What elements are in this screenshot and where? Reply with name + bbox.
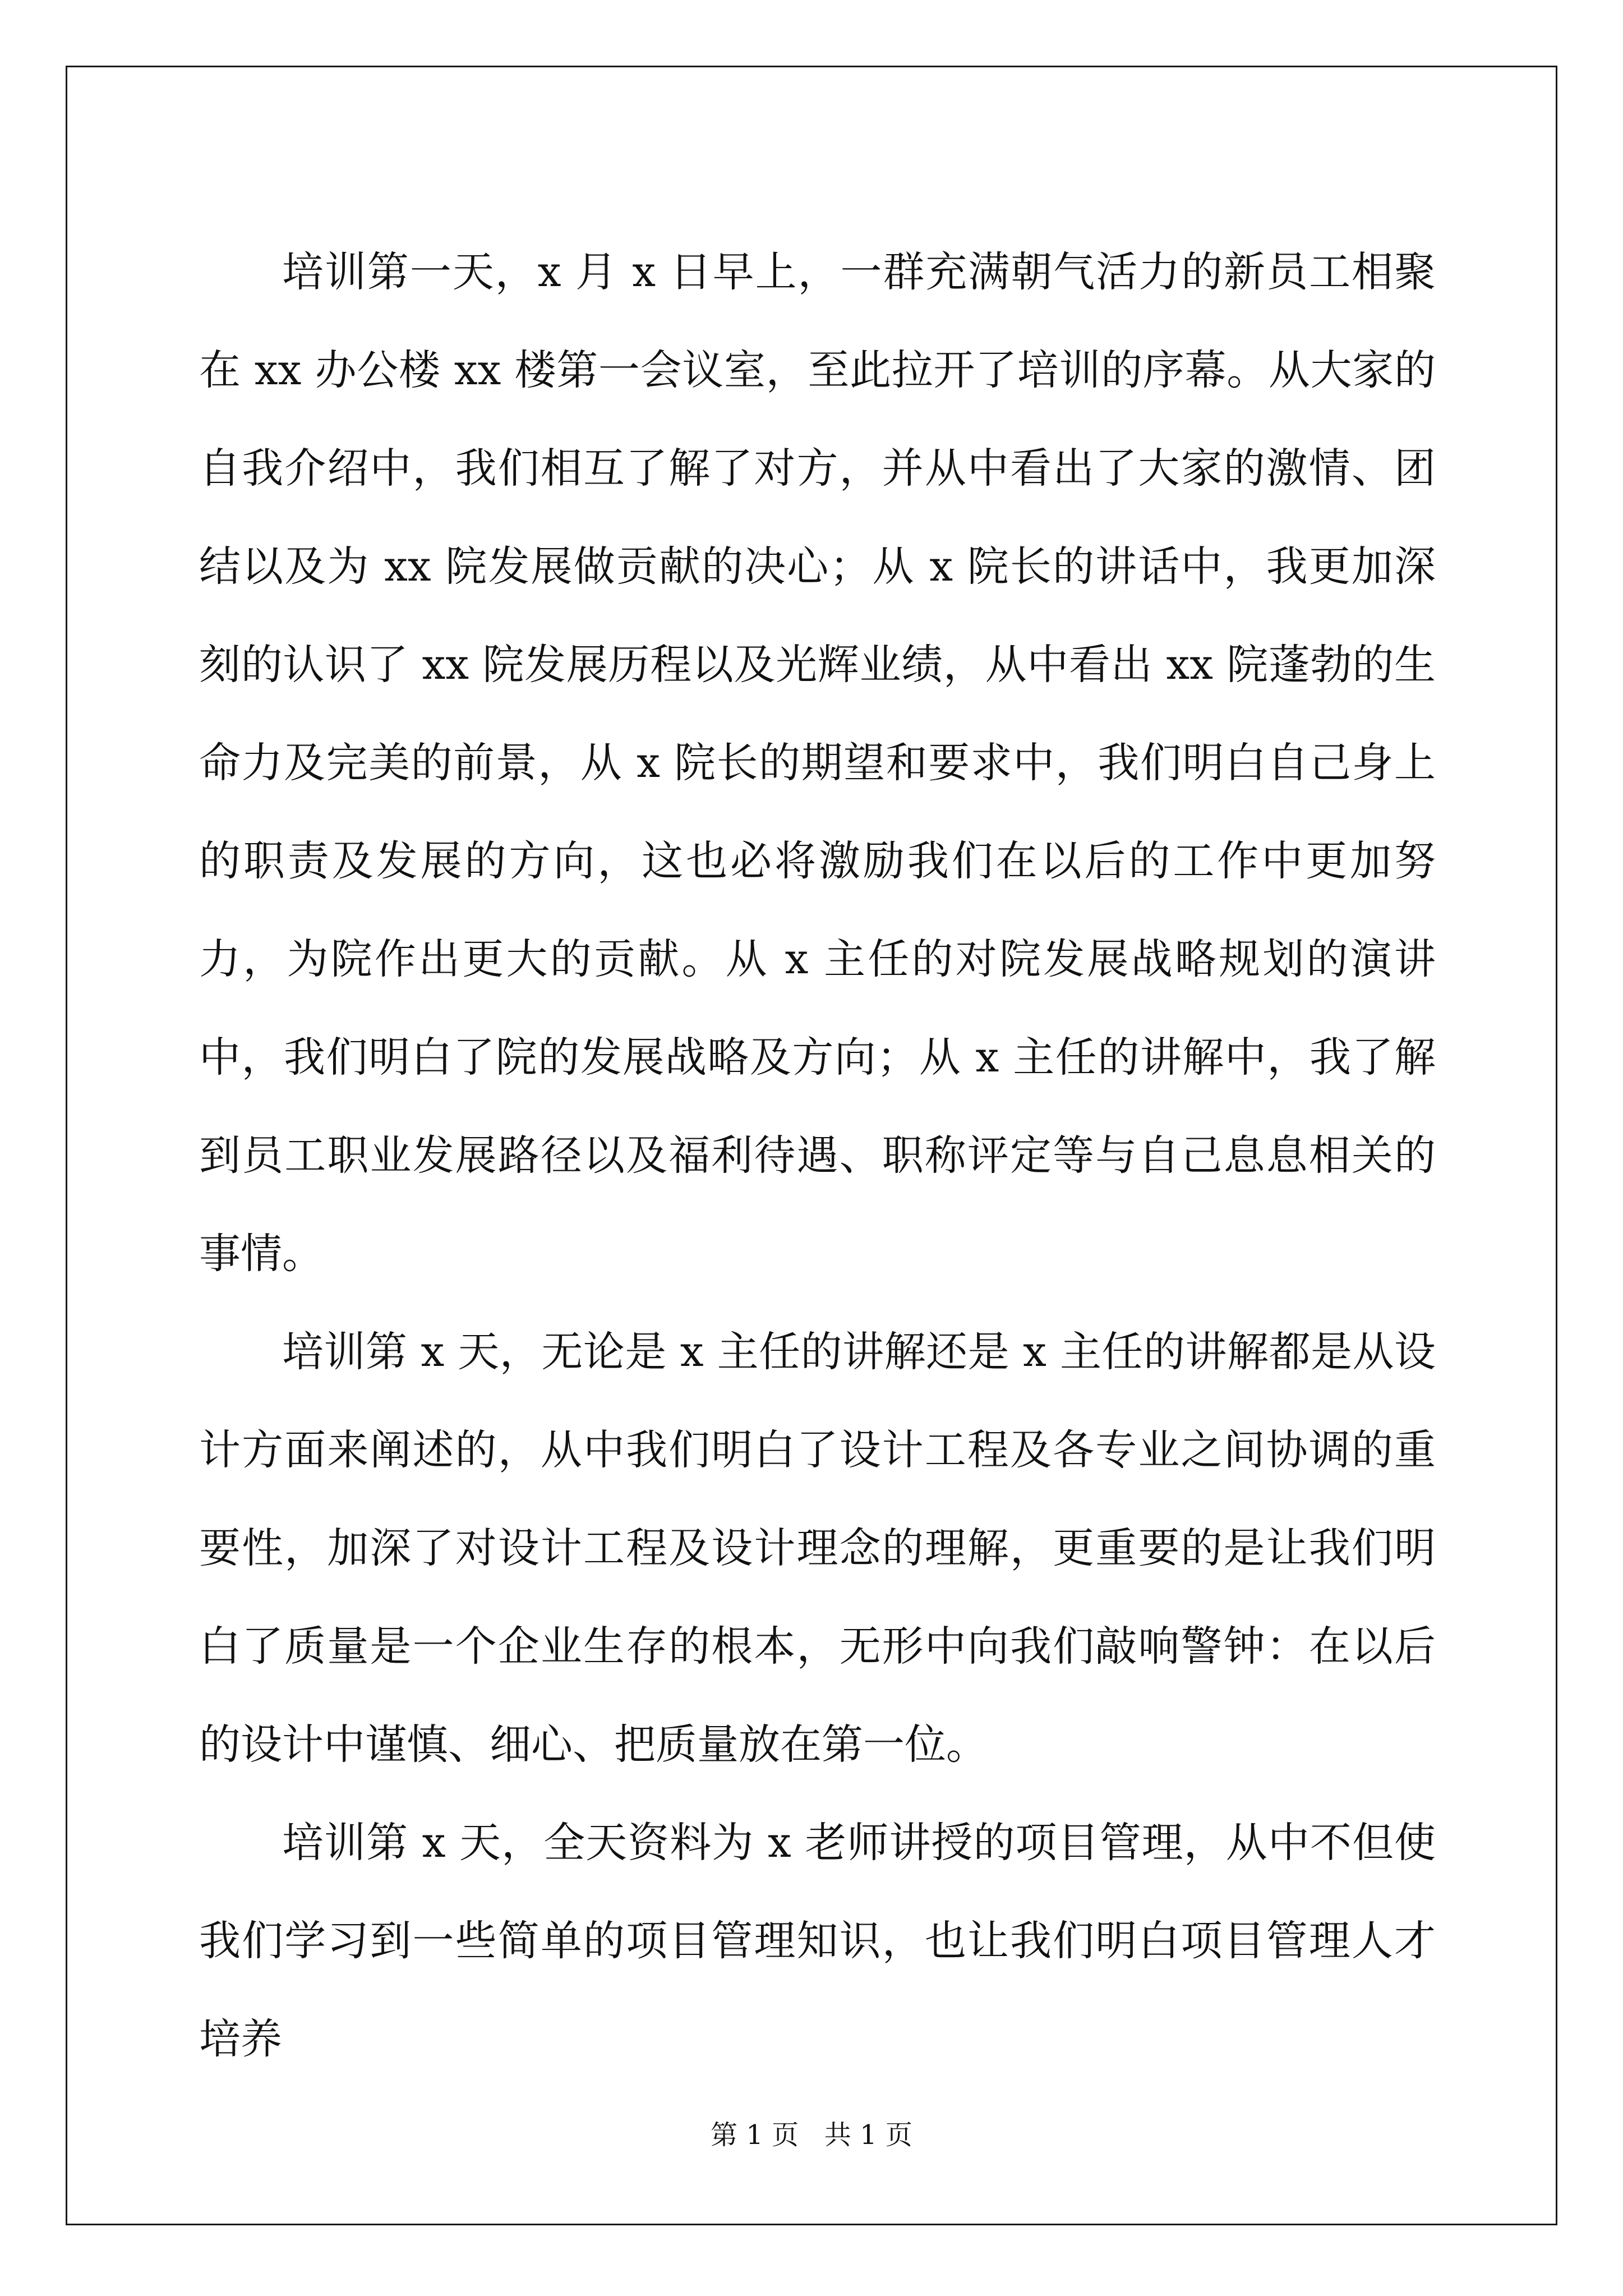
document-body [199, 223, 1436, 2088]
paragraph-1: 培训第一天，x 月 x 日早上，一群充满朝气活力的新员工相聚在 xx 办公楼 xx 楼第一会议室，至此拉开了培训的序幕。从大家的自我介绍中，我们相互了解了对方，并从中看出了大家的激情、团结以及为 xx 院发展做贡献的决心；从 x 院长的讲话中，我更加深刻的认识了 xx 院发展历程以及光辉业绩，从中看出 xx 院蓬勃的生命力及完美的前景，从 x 院长的期望和要求中，我们明白自己身上的职责及发展的方向，这也必将激励我们在以后的工作中更加努力，为院作出更大的贡献。从 x 主任的对院发展战略规划的演讲中，我们明白了院的发展战略及方向；从 x 主任的讲解中，我了解到员工职业发展路径以及福利待遇、职称评定等与自己息息相关的事情。 [199, 248, 1436, 1278]
paragraph-3: 培训第 x 天，全天资料为 x 老师讲授的项目管理，从中不但使我们学习到一些简单的项目管理知识，也让我们明白项目管理人才培养 [199, 1819, 1436, 2063]
paragraph-2: 培训第 x 天，无论是 x 主任的讲解还是 x 主任的讲解都是从设计方面来阐述的，从中我们明白了设计工程及各专业之间协调的重要性，加深了对设计工程及设计理念的理解，更重要的是让我们明白了质量是一个企业生存的根本，无形中向我们敲响警钟：在以后的设计中谨慎、细心、把质量放在第一位。 [199, 1328, 1436, 1769]
page-footer: 第 1 页 共 1 页 [711, 2119, 912, 2151]
